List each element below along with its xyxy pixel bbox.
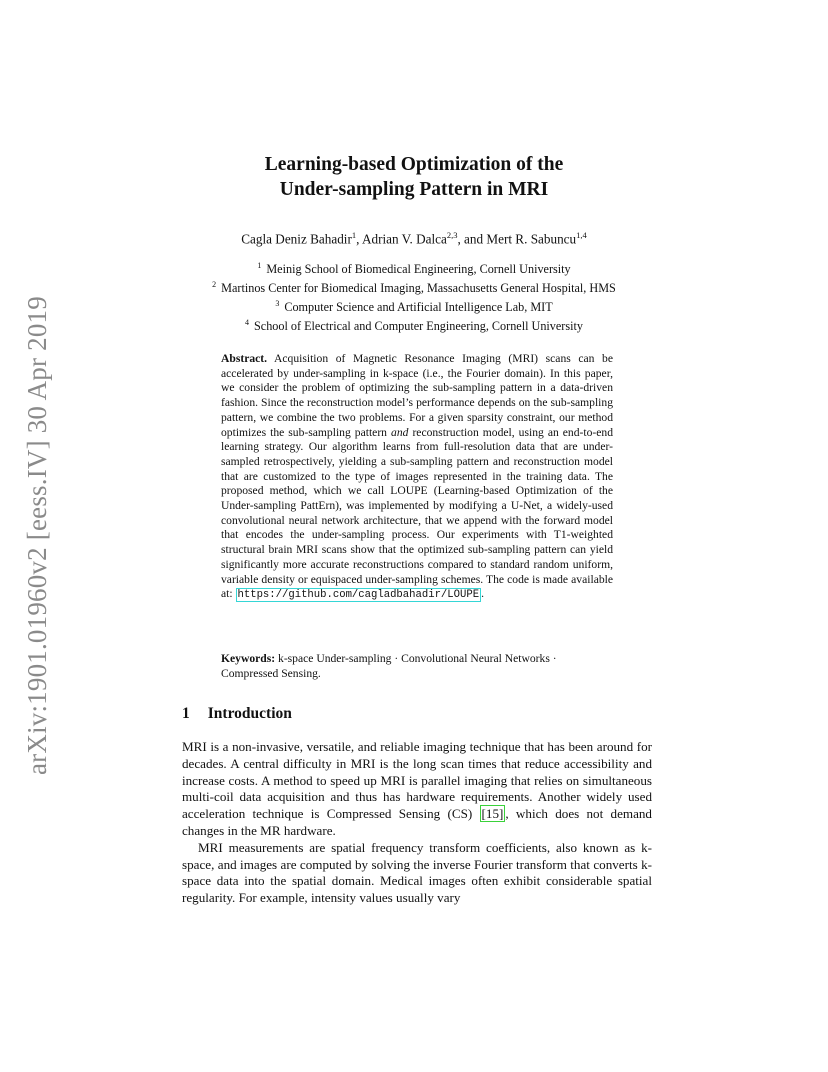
author-sup: 1,4 [576, 230, 587, 240]
affiliation-sup: 2 [212, 280, 217, 290]
abstract-text: Acquisition of Magnetic Resonance Imaging (MRI) scans can be accelerated by under-sampling in k-space (i.e., the Fourier domain). In this paper, we consider the problem of optimizing the sub-sampling pattern in a data-driven fashion. Since the reconstruction model’s performance depends on the sub-sampling pattern, we combine the two problems. For a given sparsity constraint, our method optimizes the sub-sampling pattern [221, 352, 613, 439]
section-number: 1 [182, 705, 190, 722]
paragraph: MRI measurements are spatial frequency transform coefficients, also known as k-space, and images are computed by solving the inverse Fourier transform that converts k-space data into the spatial domain. Medical images often exhibit considerable spatial regularity. For example, intensity values usually vary [182, 839, 652, 906]
abstract-text: reconstruction model, using an end-to-end learning strategy. Our algorithm learns from full-resolution data that are under-sampled retrospectively, yielding a sub-sampling pattern and reconstruction model that are customized to the type of images represented in the training data. The proposed method, which we call LOUPE (Learning-based Optimization of the Under-sampling PattErn), was implemented by modifying a U-Net, a widely-used convolutional neural network architecture, that we append with the forward model that encodes the under-sampling process. Our experiments with T1-weighted structural brain MRI scans show that the optimized sub-sampling pattern can yield significantly more accurate reconstructions compared to standard random uniform, variable density or equispaced under-sampling schemes. The code is made available at: [221, 425, 614, 601]
affiliation-sup: 4 [245, 318, 249, 328]
paragraph-text: , which does not demand changes in the MR hardware. [182, 806, 652, 838]
affiliation-text: School of Electrical and Computer Engineering, Cornell University [254, 319, 583, 334]
affiliation-sup: 1 [257, 261, 262, 270]
affiliation [0, 258, 828, 277]
affiliation-text: Computer Science and Artificial Intelligence Lab, MIT [284, 300, 553, 315]
author-name: Cagla Deniz Bahadir [241, 231, 352, 247]
abstract-label: Abstract. [221, 352, 268, 365]
body-text [182, 739, 652, 907]
paragraph-text: MRI is a non-invasive, versatile, and reliable imaging technique that has been around for decades. A central difficulty in MRI is the long scan times that reduce accessibility and increase costs. A method to speed up MRI is parallel imaging that relies on simultaneous multi-coil data acquisition and thus has hardware requirements. Another widely used acceleration technique is Compressed Sensing (CS) [182, 739, 652, 822]
affiliation-text: Martinos Center for Biomedical Imaging, Massachusetts General Hospital, HMS [221, 281, 616, 296]
title-line-2: Under-sampling Pattern in MRI [279, 179, 549, 200]
author-name: Mert R. Sabuncu [486, 231, 577, 247]
citation-link[interactable]: [15] [481, 806, 504, 822]
title-line-1: Learning-based Optimization of the [264, 154, 564, 175]
paper-title [0, 152, 828, 202]
abstract-emphasis: and [391, 425, 409, 439]
author-name: Adrian V. Dalca [361, 231, 447, 247]
paragraph [182, 739, 652, 840]
abstract-end: . [481, 587, 484, 601]
author-sup: 1 [351, 230, 357, 240]
section-title: Introduction [207, 705, 292, 722]
affiliation [0, 296, 828, 315]
section-heading [182, 705, 292, 723]
author-sup: 2,3 [446, 230, 458, 240]
author-list [0, 230, 828, 247]
affiliation-text: Meinig School of Biomedical Engineering, Cornell University [266, 262, 571, 277]
affiliation-sup: 3 [275, 299, 280, 309]
code-link[interactable]: https://github.com/cagladbahadir/LOUPE [237, 589, 480, 602]
affiliation [0, 315, 828, 334]
keywords-text: k-space Under-sampling · Convolutional Neural Networks · Compressed Sensing. [221, 652, 557, 680]
arxiv-stamp: arXiv:1901.01960v2 [eess.IV] 30 Apr 2019 [22, 296, 52, 775]
keywords [221, 651, 613, 681]
keywords-label: Keywords: [221, 652, 276, 665]
abstract [221, 352, 613, 603]
author-separator: , [356, 231, 362, 247]
affiliation-list [0, 258, 828, 334]
author-separator: , and [457, 231, 487, 247]
affiliation [0, 277, 828, 296]
